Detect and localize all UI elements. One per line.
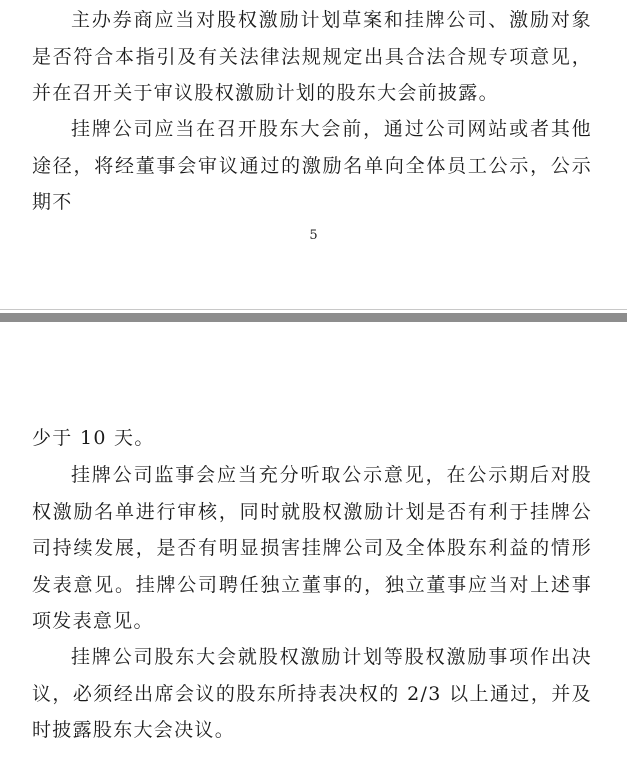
page-number: 5 [309, 228, 318, 243]
paragraph-publicity-continued: 少于 10 天。 [32, 427, 155, 449]
paragraph-publicity-start: 挂牌公司应当在召开股东大会前，通过公司网站或者其他途径，将经董事会审议通过的激励名单向全体员工公示，公示期不 [32, 118, 592, 213]
paragraph-shareholder-resolution: 挂牌公司股东大会就股权激励计划等股权激励事项作出决议，必须经出席会议的股东所持表决权的 2/3 以上通过，并及时披露股东大会决议。 [32, 646, 592, 741]
paragraph-sponsor-opinion: 主办券商应当对股权激励计划草案和挂牌公司、激励对象是否符合本指引及有关法律法规规定出具合法合规专项意见，并在召开关于审议股权激励计划的股东大会前披露。 [32, 9, 592, 104]
document-page-bottom [0, 322, 627, 760]
paragraph-supervisory-review: 挂牌公司监事会应当充分听取公示意见，在公示期后对股权激励名单进行审核，同时就股权激励计划是否有利于挂牌公司持续发展，是否有明显损害挂牌公司及全体股东利益的情形发表意见。挂牌公司聘任独立董事的，独立董事应当对上述事项发表意见。 [32, 464, 592, 632]
page-break-line [0, 309, 627, 310]
document-page-top [0, 0, 627, 310]
